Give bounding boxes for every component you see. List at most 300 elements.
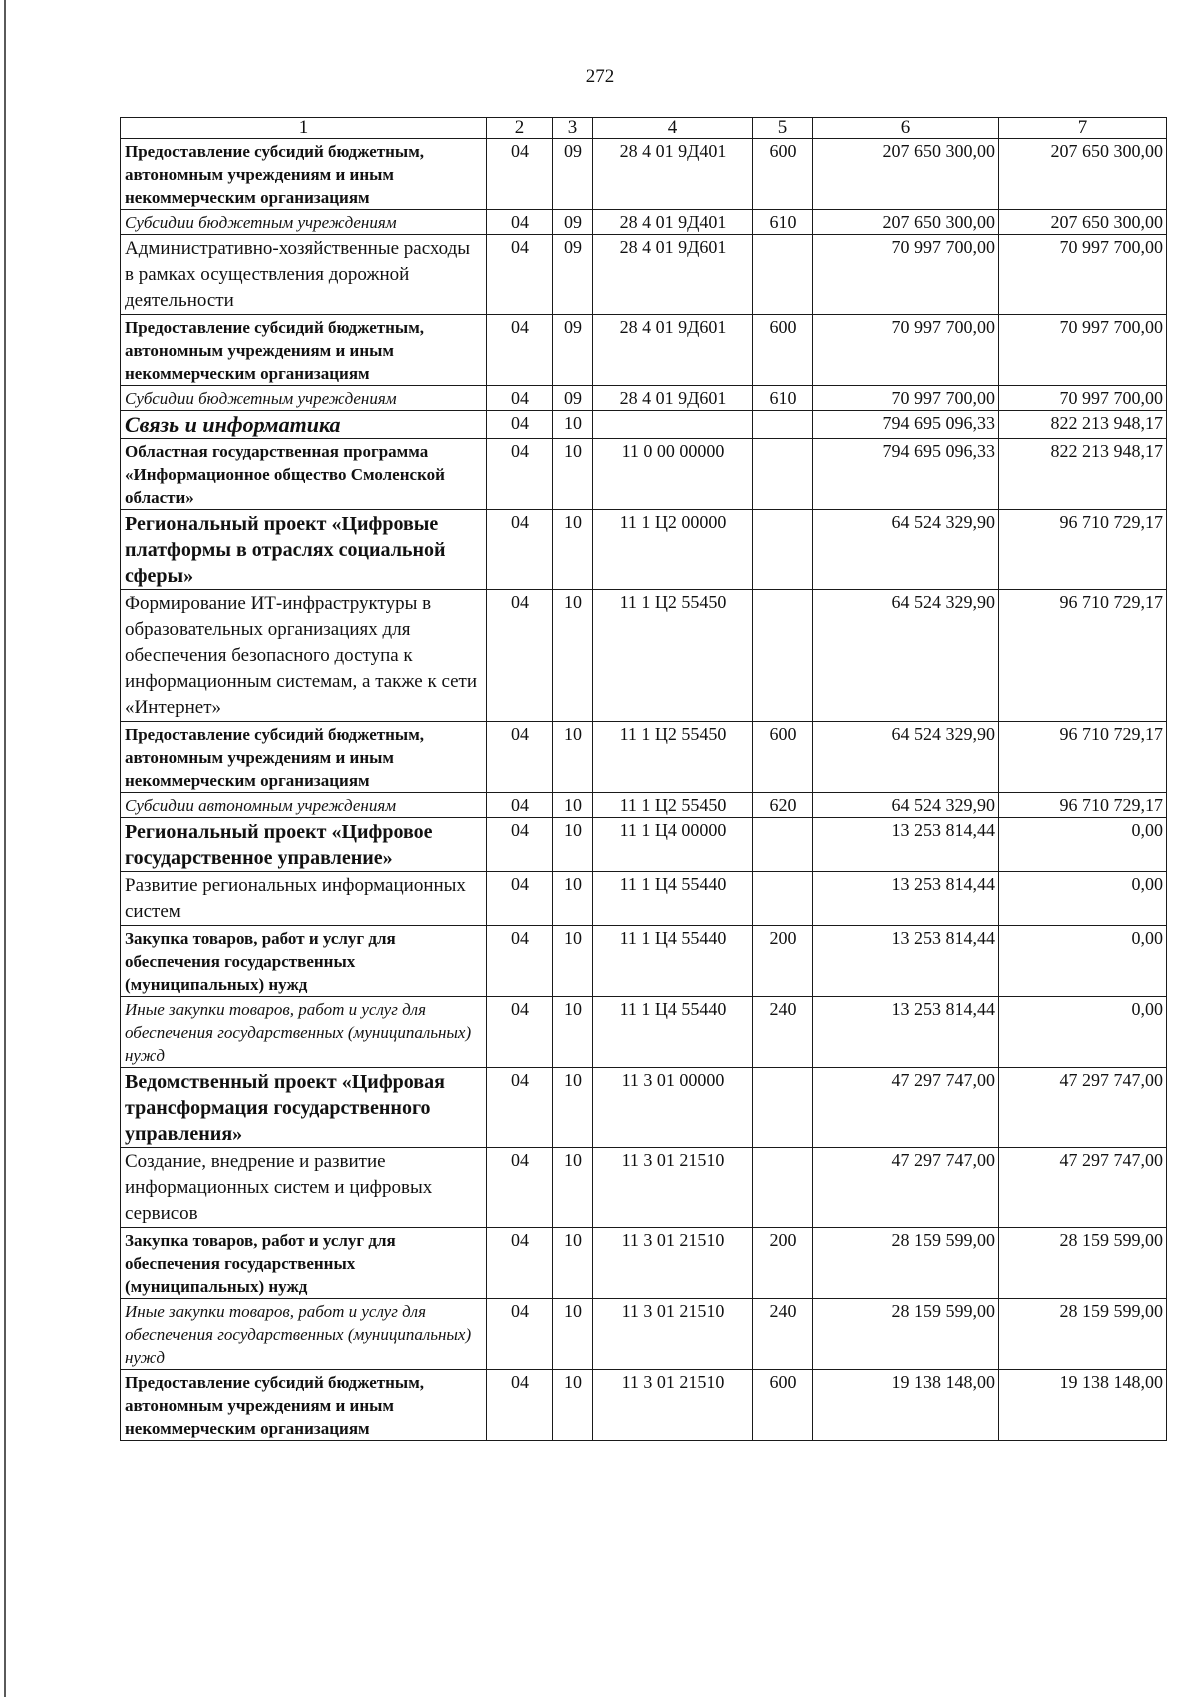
row-name-text: Предоставление субсидий бюджетным, автономным учреждениям и иным некоммерческим организациям	[125, 725, 425, 790]
amount-year2-cell	[999, 926, 1167, 997]
cell-value: 09	[564, 212, 582, 232]
amount-year2-cell	[999, 997, 1167, 1068]
target-article-cell	[593, 926, 753, 997]
target-article-cell	[593, 1068, 753, 1148]
section-code-cell	[487, 315, 553, 386]
amount-year1-cell	[813, 235, 999, 315]
cell-value: 70 997 700,00	[891, 237, 995, 257]
cell-value: 600	[769, 317, 797, 337]
amount-year1-cell	[813, 926, 999, 997]
amount-year2-cell	[999, 872, 1167, 926]
cell-value: 70 997 700,00	[1059, 317, 1163, 337]
row-name-cell	[121, 1370, 487, 1441]
table-row	[121, 235, 1167, 315]
section-code-cell	[487, 386, 553, 411]
cell-value: 47 297 747,00	[1059, 1070, 1163, 1090]
cell-value: 04	[511, 413, 529, 433]
cell-value: 70 997 700,00	[1059, 388, 1163, 408]
cell-value: 04	[511, 795, 529, 815]
cell-value: 10	[564, 795, 582, 815]
section-code-cell	[487, 1299, 553, 1370]
row-name-text: Создание, внедрение и развитие информационных систем и цифровых сервисов	[125, 1151, 433, 1224]
section-code-cell	[487, 1068, 553, 1148]
section-code-cell	[487, 411, 553, 439]
target-article-cell	[593, 386, 753, 411]
table-row	[121, 997, 1167, 1068]
row-name-cell	[121, 510, 487, 590]
expense-type-cell	[753, 1068, 813, 1148]
expense-type-cell	[753, 1370, 813, 1441]
subsection-code-cell	[553, 793, 593, 818]
cell-value: 11 1 Ц4 55440	[619, 928, 727, 948]
cell-value: 10	[564, 512, 582, 532]
cell-value: 28 4 01 9Д601	[619, 237, 727, 257]
cell-value: 70 997 700,00	[891, 388, 995, 408]
expense-type-cell	[753, 926, 813, 997]
section-code-cell	[487, 722, 553, 793]
target-article-cell	[593, 872, 753, 926]
amount-year1-cell	[813, 997, 999, 1068]
section-code-cell	[487, 1370, 553, 1441]
cell-value: 09	[564, 141, 582, 161]
cell-value: 11 0 00 00000	[621, 441, 725, 461]
cell-value: 04	[511, 874, 529, 894]
section-code-cell	[487, 439, 553, 510]
target-article-cell	[593, 722, 753, 793]
cell-value: 0,00	[1131, 999, 1163, 1019]
target-article-cell	[593, 1370, 753, 1441]
target-article-cell	[593, 1228, 753, 1299]
cell-value: 11 3 01 21510	[621, 1372, 725, 1392]
cell-value: 28 159 599,00	[891, 1301, 995, 1321]
subsection-code-cell	[553, 139, 593, 210]
expense-type-cell	[753, 386, 813, 411]
cell-value: 04	[511, 237, 529, 257]
row-name-cell	[121, 439, 487, 510]
amount-year1-cell	[813, 411, 999, 439]
amount-year2-cell	[999, 590, 1167, 722]
cell-value: 10	[564, 441, 582, 461]
cell-value: 207 650 300,00	[882, 212, 995, 232]
cell-value: 11 3 01 00000	[621, 1070, 725, 1090]
cell-value: 11 1 Ц4 00000	[619, 820, 727, 840]
row-name-cell	[121, 210, 487, 235]
amount-year2-cell	[999, 1228, 1167, 1299]
cell-value: 0,00	[1131, 928, 1163, 948]
cell-value: 28 4 01 9Д601	[619, 317, 727, 337]
table-row	[121, 926, 1167, 997]
amount-year2-cell	[999, 722, 1167, 793]
row-name-cell	[121, 1228, 487, 1299]
subsection-code-cell	[553, 1370, 593, 1441]
cell-value: 09	[564, 388, 582, 408]
cell-value: 13 253 814,44	[891, 820, 995, 840]
target-article-cell	[593, 1299, 753, 1370]
header-cell: 1	[121, 118, 487, 139]
subsection-code-cell	[553, 510, 593, 590]
subsection-code-cell	[553, 235, 593, 315]
subsection-code-cell	[553, 315, 593, 386]
row-name-cell	[121, 386, 487, 411]
amount-year2-cell	[999, 818, 1167, 872]
expense-type-cell	[753, 1299, 813, 1370]
cell-value: 822 213 948,17	[1050, 413, 1163, 433]
cell-value: 11 3 01 21510	[621, 1150, 725, 1170]
amount-year1-cell	[813, 315, 999, 386]
amount-year1-cell	[813, 722, 999, 793]
cell-value: 822 213 948,17	[1050, 441, 1163, 461]
table-row	[121, 386, 1167, 411]
row-name-cell	[121, 1068, 487, 1148]
cell-value: 96 710 729,17	[1059, 724, 1163, 744]
table-row	[121, 1068, 1167, 1148]
table-row	[121, 818, 1167, 872]
cell-value: 0,00	[1131, 874, 1163, 894]
cell-value: 28 159 599,00	[1059, 1301, 1163, 1321]
table-row	[121, 872, 1167, 926]
amount-year2-cell	[999, 139, 1167, 210]
expense-type-cell	[753, 722, 813, 793]
cell-value: 10	[564, 1230, 582, 1250]
table-row	[121, 439, 1167, 510]
table-row	[121, 210, 1167, 235]
cell-value: 600	[769, 724, 797, 744]
scan-edge-line	[4, 0, 6, 1697]
expense-type-cell	[753, 872, 813, 926]
cell-value: 28 4 01 9Д401	[619, 212, 727, 232]
row-name-text: Связь и информатика	[125, 412, 341, 437]
cell-value: 64 524 329,90	[891, 592, 995, 612]
cell-value: 10	[564, 820, 582, 840]
subsection-code-cell	[553, 439, 593, 510]
amount-year1-cell	[813, 872, 999, 926]
cell-value: 47 297 747,00	[1059, 1150, 1163, 1170]
target-article-cell	[593, 315, 753, 386]
row-name-cell	[121, 411, 487, 439]
table-row	[121, 1228, 1167, 1299]
cell-value: 96 710 729,17	[1059, 512, 1163, 532]
cell-value: 207 650 300,00	[882, 141, 995, 161]
cell-value: 04	[511, 820, 529, 840]
section-code-cell	[487, 997, 553, 1068]
row-name-text: Формирование ИТ-инфраструктуры в образовательных организациях для обеспечения безопасного доступа к информационным системам, а также к сети «Интернет»	[125, 593, 478, 718]
cell-value: 64 524 329,90	[891, 512, 995, 532]
target-article-cell	[593, 439, 753, 510]
subsection-code-cell	[553, 411, 593, 439]
cell-value: 794 695 096,33	[882, 413, 995, 433]
expense-type-cell	[753, 235, 813, 315]
cell-value: 10	[564, 999, 582, 1019]
subsection-code-cell	[553, 386, 593, 411]
cell-value: 11 3 01 21510	[621, 1301, 725, 1321]
cell-value: 64 524 329,90	[891, 724, 995, 744]
row-name-text: Субсидии автономным учреждениям	[125, 796, 397, 815]
amount-year1-cell	[813, 1068, 999, 1148]
row-name-cell	[121, 997, 487, 1068]
cell-value: 96 710 729,17	[1059, 795, 1163, 815]
header-cell: 3	[553, 118, 593, 139]
subsection-code-cell	[553, 997, 593, 1068]
cell-value: 04	[511, 512, 529, 532]
expense-type-cell	[753, 139, 813, 210]
amount-year2-cell	[999, 210, 1167, 235]
amount-year2-cell	[999, 315, 1167, 386]
table-row	[121, 315, 1167, 386]
target-article-cell	[593, 139, 753, 210]
section-code-cell	[487, 210, 553, 235]
cell-value: 10	[564, 1301, 582, 1321]
cell-value: 11 1 Ц2 00000	[619, 512, 727, 532]
cell-value: 240	[769, 999, 797, 1019]
amount-year1-cell	[813, 793, 999, 818]
section-code-cell	[487, 510, 553, 590]
cell-value: 04	[511, 1372, 529, 1392]
table-row	[121, 411, 1167, 439]
subsection-code-cell	[553, 926, 593, 997]
expense-type-cell	[753, 1148, 813, 1228]
row-name-cell	[121, 1299, 487, 1370]
cell-value: 04	[511, 1150, 529, 1170]
subsection-code-cell	[553, 818, 593, 872]
cell-value: 10	[564, 1372, 582, 1392]
amount-year1-cell	[813, 1148, 999, 1228]
cell-value: 47 297 747,00	[891, 1150, 995, 1170]
section-code-cell	[487, 139, 553, 210]
cell-value: 28 4 01 9Д601	[619, 388, 727, 408]
target-article-cell	[593, 210, 753, 235]
expense-type-cell	[753, 439, 813, 510]
cell-value: 70 997 700,00	[1059, 237, 1163, 257]
row-name-cell	[121, 1148, 487, 1228]
row-name-text: Закупка товаров, работ и услуг для обеспечения государственных (муниципальных) нужд	[125, 1231, 396, 1296]
amount-year2-cell	[999, 411, 1167, 439]
row-name-text: Субсидии бюджетным учреждениям	[125, 389, 397, 408]
amount-year2-cell	[999, 793, 1167, 818]
subsection-code-cell	[553, 210, 593, 235]
expense-type-cell	[753, 510, 813, 590]
row-name-text: Развитие региональных информационных систем	[125, 875, 466, 922]
cell-value: 13 253 814,44	[891, 928, 995, 948]
cell-value: 11 1 Ц4 55440	[619, 999, 727, 1019]
cell-value: 10	[564, 1070, 582, 1090]
cell-value: 13 253 814,44	[891, 999, 995, 1019]
expense-type-cell	[753, 315, 813, 386]
cell-value: 13 253 814,44	[891, 874, 995, 894]
section-code-cell	[487, 818, 553, 872]
cell-value: 04	[511, 441, 529, 461]
cell-value: 794 695 096,33	[882, 441, 995, 461]
cell-value: 04	[511, 999, 529, 1019]
cell-value: 09	[564, 237, 582, 257]
subsection-code-cell	[553, 1068, 593, 1148]
section-code-cell	[487, 235, 553, 315]
cell-value: 64 524 329,90	[891, 795, 995, 815]
target-article-cell	[593, 590, 753, 722]
page-number: 272	[585, 66, 615, 87]
amount-year1-cell	[813, 386, 999, 411]
amount-year1-cell	[813, 1370, 999, 1441]
amount-year1-cell	[813, 1228, 999, 1299]
target-article-cell	[593, 793, 753, 818]
target-article-cell	[593, 1148, 753, 1228]
header-cell: 5	[753, 118, 813, 139]
amount-year1-cell	[813, 590, 999, 722]
row-name-text: Областная государственная программа «Информационное общество Смоленской области»	[125, 442, 445, 507]
cell-value: 620	[769, 795, 797, 815]
cell-value: 19 138 148,00	[891, 1372, 995, 1392]
cell-value: 10	[564, 1150, 582, 1170]
row-name-cell	[121, 793, 487, 818]
row-name-cell	[121, 590, 487, 722]
cell-value: 10	[564, 928, 582, 948]
target-article-cell	[593, 510, 753, 590]
cell-value: 28 4 01 9Д401	[619, 141, 727, 161]
row-name-cell	[121, 722, 487, 793]
amount-year1-cell	[813, 510, 999, 590]
expense-type-cell	[753, 793, 813, 818]
row-name-text: Предоставление субсидий бюджетным, автономным учреждениям и иным некоммерческим организациям	[125, 318, 425, 383]
header-cell: 6	[813, 118, 999, 139]
cell-value: 11 1 Ц2 55450	[619, 724, 727, 744]
cell-value: 04	[511, 317, 529, 337]
table-row	[121, 1148, 1167, 1228]
amount-year2-cell	[999, 510, 1167, 590]
row-name-text: Региональный проект «Цифровые платформы в отраслях социальной сферы»	[125, 513, 446, 587]
row-name-cell	[121, 315, 487, 386]
row-name-cell	[121, 235, 487, 315]
amount-year2-cell	[999, 235, 1167, 315]
header-cell: 2	[487, 118, 553, 139]
cell-value: 610	[769, 388, 797, 408]
cell-value: 96 710 729,17	[1059, 592, 1163, 612]
cell-value: 11 3 01 21510	[621, 1230, 725, 1250]
cell-value: 200	[769, 928, 797, 948]
subsection-code-cell	[553, 1228, 593, 1299]
section-code-cell	[487, 1228, 553, 1299]
amount-year1-cell	[813, 139, 999, 210]
cell-value: 11 1 Ц2 55450	[619, 592, 727, 612]
section-code-cell	[487, 793, 553, 818]
cell-value: 04	[511, 388, 529, 408]
row-name-cell	[121, 926, 487, 997]
amount-year1-cell	[813, 818, 999, 872]
target-article-cell	[593, 411, 753, 439]
cell-value: 04	[511, 1230, 529, 1250]
header-cell: 4	[593, 118, 753, 139]
expense-type-cell	[753, 590, 813, 722]
row-name-cell	[121, 818, 487, 872]
subsection-code-cell	[553, 1299, 593, 1370]
amount-year2-cell	[999, 1299, 1167, 1370]
cell-value: 04	[511, 212, 529, 232]
cell-value: 47 297 747,00	[891, 1070, 995, 1090]
subsection-code-cell	[553, 1148, 593, 1228]
amount-year2-cell	[999, 1068, 1167, 1148]
table-row	[121, 793, 1167, 818]
cell-value: 200	[769, 1230, 797, 1250]
table-row	[121, 510, 1167, 590]
cell-value: 04	[511, 724, 529, 744]
table-row	[121, 590, 1167, 722]
row-name-text: Административно-хозяйственные расходы в рамках осуществления дорожной деятельности	[125, 238, 471, 311]
row-name-text: Иные закупки товаров, работ и услуг для обеспечения государственных (муниципальных) нужд	[125, 1302, 472, 1367]
table-row	[121, 1370, 1167, 1441]
cell-value: 28 159 599,00	[891, 1230, 995, 1250]
cell-value: 04	[511, 141, 529, 161]
amount-year1-cell	[813, 210, 999, 235]
table-row	[121, 139, 1167, 210]
target-article-cell	[593, 235, 753, 315]
expense-type-cell	[753, 1228, 813, 1299]
amount-year2-cell	[999, 1370, 1167, 1441]
cell-value: 0,00	[1131, 820, 1163, 840]
row-name-cell	[121, 139, 487, 210]
cell-value: 11 1 Ц2 55450	[619, 795, 727, 815]
section-code-cell	[487, 926, 553, 997]
amount-year1-cell	[813, 1299, 999, 1370]
row-name-cell	[121, 872, 487, 926]
amount-year1-cell	[813, 439, 999, 510]
cell-value: 04	[511, 1301, 529, 1321]
cell-value: 240	[769, 1301, 797, 1321]
cell-value: 70 997 700,00	[891, 317, 995, 337]
cell-value: 10	[564, 592, 582, 612]
cell-value: 207 650 300,00	[1050, 141, 1163, 161]
cell-value: 11 1 Ц4 55440	[619, 874, 727, 894]
row-name-text: Предоставление субсидий бюджетным, автономным учреждениям и иным некоммерческим организациям	[125, 1373, 425, 1438]
row-name-text: Иные закупки товаров, работ и услуг для обеспечения государственных (муниципальных) нужд	[125, 1000, 472, 1065]
cell-value: 09	[564, 317, 582, 337]
amount-year2-cell	[999, 439, 1167, 510]
target-article-cell	[593, 997, 753, 1068]
subsection-code-cell	[553, 722, 593, 793]
header-row	[121, 118, 1167, 139]
section-code-cell	[487, 1148, 553, 1228]
row-name-text: Закупка товаров, работ и услуг для обеспечения государственных (муниципальных) нужд	[125, 929, 396, 994]
header-cell: 7	[999, 118, 1167, 139]
cell-value: 10	[564, 874, 582, 894]
cell-value: 10	[564, 724, 582, 744]
cell-value: 04	[511, 1070, 529, 1090]
cell-value: 600	[769, 1372, 797, 1392]
table-row	[121, 722, 1167, 793]
expense-type-cell	[753, 210, 813, 235]
cell-value: 28 159 599,00	[1059, 1230, 1163, 1250]
row-name-text: Ведомственный проект «Цифровая трансформация государственного управления»	[125, 1071, 445, 1145]
cell-value: 207 650 300,00	[1050, 212, 1163, 232]
row-name-text: Региональный проект «Цифровое государственное управление»	[125, 821, 433, 869]
section-code-cell	[487, 872, 553, 926]
cell-value: 600	[769, 141, 797, 161]
cell-value: 610	[769, 212, 797, 232]
amount-year2-cell	[999, 1148, 1167, 1228]
section-code-cell	[487, 590, 553, 722]
expense-type-cell	[753, 997, 813, 1068]
amount-year2-cell	[999, 386, 1167, 411]
table-row	[121, 1299, 1167, 1370]
subsection-code-cell	[553, 872, 593, 926]
cell-value: 19 138 148,00	[1059, 1372, 1163, 1392]
expense-type-cell	[753, 411, 813, 439]
row-name-text: Предоставление субсидий бюджетным, автономным учреждениям и иным некоммерческим организациям	[125, 142, 425, 207]
subsection-code-cell	[553, 590, 593, 722]
budget-table	[120, 117, 1167, 1441]
target-article-cell	[593, 818, 753, 872]
expense-type-cell	[753, 818, 813, 872]
cell-value: 10	[564, 413, 582, 433]
cell-value: 04	[511, 592, 529, 612]
cell-value: 04	[511, 928, 529, 948]
